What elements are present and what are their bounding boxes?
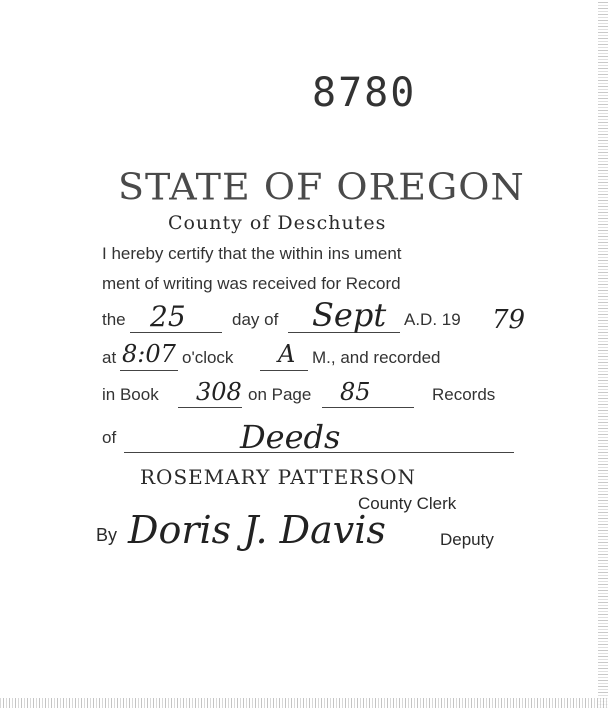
state-heading: STATE OF OREGON [118,166,525,208]
date-line-prefix: the [102,310,126,329]
certify-line-2: ment of writing was received for Record [102,274,401,293]
scan-edge-right [598,0,608,708]
oclock-label: o'clock [182,348,234,367]
on-page-label: on Page [248,385,312,404]
records-label: Records [432,385,496,404]
page-value: 85 [340,378,371,406]
time-value: 8:07 [122,340,176,368]
ampm-value: A [278,340,296,368]
ampm-underline [260,370,308,371]
book-line-prefix: in Book [102,385,159,404]
county-line: County of Deschutes [168,212,387,234]
clerk-title: County Clerk [358,494,457,513]
of-label: of [102,428,117,447]
book-underline [178,407,242,408]
deputy-label: Deputy [440,530,494,549]
page-underline [322,407,414,408]
year-value: 79 [492,305,526,335]
record-number: 8780 [312,70,417,116]
day-value: 25 [150,300,186,333]
ad-label: A.D. 19 [404,310,461,329]
date-line [102,310,126,330]
scan-edge-bottom [0,698,608,708]
book-value: 308 [196,378,242,406]
recorded-label: M., and recorded [312,348,441,367]
time-underline [120,370,178,371]
record-type-value: Deeds [240,418,341,456]
certify-line-1: I hereby certify that the within ins ument [102,244,402,263]
by-label: By [96,525,118,545]
clerk-name: ROSEMARY PATTERSON [140,465,416,489]
time-line-prefix: at [102,348,117,367]
month-value: Sept [312,296,387,334]
day-of-label: day of [232,310,279,329]
deputy-signature: Doris J. Davis [128,508,386,552]
